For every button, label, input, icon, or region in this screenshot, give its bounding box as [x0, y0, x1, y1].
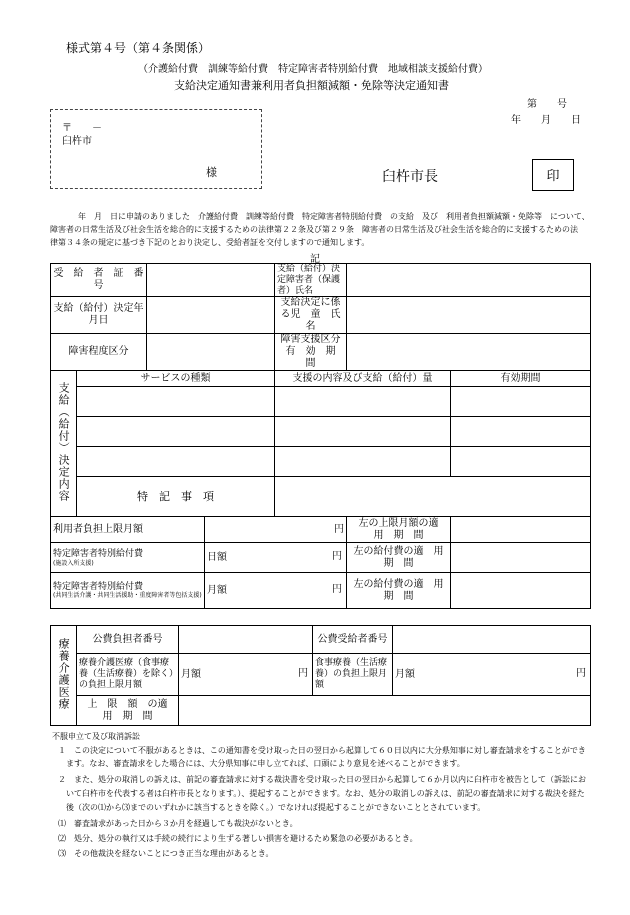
- care-medical-label: 療養介護医療（食事療養（生活療養）を除く）の負担上限月額: [77, 654, 179, 696]
- service-row-3[interactable]: [77, 447, 275, 477]
- content-row-1[interactable]: [275, 387, 451, 417]
- support-period-label: 障害支援区分有 効 期 間: [275, 334, 347, 371]
- recipient-number-label: 受 給 者 証 番 号: [51, 264, 147, 297]
- medical-side-label-cell: [51, 626, 77, 726]
- decision-date-label: 支給（給付）決定年月日: [51, 297, 147, 334]
- benefit-period-cell[interactable]: [451, 543, 591, 573]
- period-row-3[interactable]: [451, 447, 591, 477]
- special-benefit2-note: (共同生活介護・共同生活援助・重度障害者等包括支援): [53, 592, 202, 600]
- form-title: 支給決定通知書兼利用者負担額減額・免除等決定通知書: [174, 79, 449, 92]
- seal-mark: 印: [546, 169, 560, 184]
- body-text-line2: 障害者の日常生活及び社会生活を総合的に支援するための法律第２２条及び第２９条 障害者の日常生活及び社会生活を総合的に支援するための法: [50, 225, 578, 234]
- benefit2-period-label: 左の給付費の適 用 期 間: [347, 573, 451, 609]
- child-name-label: 支給決定に係る児 童 氏 名: [275, 297, 347, 334]
- meal-monthly-label: 月額: [395, 668, 415, 680]
- document-date: 年 月 日: [511, 115, 581, 126]
- receiver-number-label: 公費受給者番号: [313, 626, 393, 654]
- upper-limit-period-label: 左の上限月額の適 用 期 間: [347, 517, 451, 543]
- guardian-name-cell[interactable]: [347, 264, 591, 297]
- body-text-line1: 年 月 日に申請のありました 介護給付費 訓練等給付費 特定障害者特別給付費 の支給 及び 利用者負担額減額・免除等 について、: [78, 212, 590, 221]
- disability-degree-cell[interactable]: [147, 334, 275, 371]
- note-1a: １ この決定について不服があるときは、この通知書を受け取った日の翌日から起算して６０日以内に大分県知事に対し審査請求をすることができ: [58, 746, 586, 755]
- content-row-2[interactable]: [275, 417, 451, 447]
- ki-mark: 記: [310, 254, 320, 265]
- decision-table: [50, 263, 591, 609]
- special-benefit2-label: 特定障害者特別給付費: [53, 581, 144, 592]
- upper-limit-cell[interactable]: [205, 517, 347, 543]
- upper-limit-period-cell[interactable]: [451, 517, 591, 543]
- guardian-name-label: 支給（給付）決定障害者（保護者）氏名: [275, 264, 347, 297]
- disability-degree-label: 障害程度区分: [51, 334, 147, 371]
- service-type-header: サービスの種類: [77, 371, 275, 387]
- note-item-3: ⑶ その他裁決を経ないことにつき正当な理由があるとき。: [58, 849, 274, 858]
- payer-number-cell[interactable]: [179, 626, 313, 654]
- service-row-2[interactable]: [77, 417, 275, 447]
- child-name-cell[interactable]: [347, 297, 591, 334]
- benefit-period-label: 左の給付費の適 用 期 間: [347, 543, 451, 573]
- limit-period-cell[interactable]: [179, 696, 591, 726]
- content-row-3[interactable]: [275, 447, 451, 477]
- special-notes-cell[interactable]: [275, 477, 591, 517]
- form-subtitle: （介護給付費 訓練等給付費 特定障害者特別給付費 地域相談支援給付費）: [138, 64, 488, 75]
- care-medical-monthly-cell[interactable]: [179, 654, 313, 696]
- note-item-1: ⑴ 審査請求があった日から３か月を経過しても裁決がないとき。: [58, 819, 298, 828]
- special-benefit2-label-cell: [51, 573, 205, 609]
- period-row-1[interactable]: [451, 387, 591, 417]
- meal-label: 食事療養（生活療養）の負担上限月額: [313, 654, 393, 696]
- note-1b: ます。なお、審査請求をした場合には、大分県知事に申し立てれば、口頭により意見を述べることができます。: [66, 759, 465, 768]
- seal-box: [532, 159, 574, 191]
- special-notes-label: 特 記 事 項: [77, 477, 275, 517]
- monthly-label: 月額: [207, 584, 227, 596]
- special-benefit2-monthly-cell[interactable]: [205, 573, 347, 609]
- note-2c: 後（次の⑴から⑶までのいずれかに該当するときを除く。）でなければ提起することができないこととされています。: [66, 803, 486, 812]
- medical-side-label: 療養介護医療: [57, 637, 71, 710]
- meal-yen: 円: [576, 668, 586, 679]
- form-number: 様式第４号（第４条関係）: [66, 41, 211, 55]
- special-benefit-label-cell: [51, 543, 205, 573]
- limit-period-label: 上 限 額 の適 用 期 間: [77, 696, 179, 726]
- issuer-name: 臼杵市長: [382, 169, 438, 185]
- decision-content-side-label-cell: [51, 371, 77, 517]
- daily-yen: 円: [332, 551, 342, 563]
- special-benefit-daily-cell[interactable]: [205, 543, 347, 573]
- support-period-cell[interactable]: [347, 334, 591, 371]
- validity-period-header: 有効期間: [451, 371, 591, 387]
- addressee-honorific: 様: [206, 166, 217, 179]
- period-row-2[interactable]: [451, 417, 591, 447]
- service-row-1[interactable]: [77, 387, 275, 417]
- address-city: 臼杵市: [62, 136, 92, 147]
- note-2a: ２ また、処分の取消しの訴えは、前記の審査請求に対する裁決書を受け取った日の翌日から起算して６か月以内に臼杵市を被告として（訴訟にお: [58, 775, 586, 784]
- care-medical-yen: 円: [298, 668, 308, 679]
- medical-care-table: [50, 625, 591, 726]
- postal-code-mark: 〒 －: [62, 123, 102, 134]
- note-2b: いて臼杵市を代表する者は臼杵市長となります。）、提起することができます。なお、処分の取消しの訴えは、前記の審査請求に対する裁決を経た: [66, 789, 585, 798]
- payer-number-label: 公費負担者番号: [77, 626, 179, 654]
- document-number: 第 号: [527, 99, 567, 110]
- support-content-header: 支援の内容及び支給（給付）量: [275, 371, 451, 387]
- daily-label: 日額: [207, 551, 227, 563]
- special-benefit-note: (施設入所支援): [53, 559, 94, 567]
- meal-monthly-cell[interactable]: [393, 654, 591, 696]
- body-text-line3: 律第３４条の規定に基づき下記のとおり決定し、受給者証を交付しますので通知します。: [50, 238, 370, 247]
- monthly-yen: 円: [332, 584, 342, 596]
- receiver-number-cell[interactable]: [393, 626, 591, 654]
- special-benefit-label: 特定障害者特別給付費: [53, 548, 144, 559]
- decision-date-cell[interactable]: [147, 297, 275, 334]
- decision-content-side-label: 支給（給付）決定内容: [57, 381, 71, 502]
- upper-limit-label: 利用者負担上限月額: [51, 517, 205, 543]
- upper-limit-yen: 円: [334, 523, 344, 535]
- note-item-2: ⑵ 処分、処分の執行又は手続の続行により生ずる著しい損害を避けるため緊急の必要があるとき。: [58, 834, 418, 843]
- benefit2-period-cell[interactable]: [451, 573, 591, 609]
- care-medical-monthly-label: 月額: [181, 668, 201, 680]
- notes-heading: 不服申立て及び取消訴訟: [52, 732, 140, 741]
